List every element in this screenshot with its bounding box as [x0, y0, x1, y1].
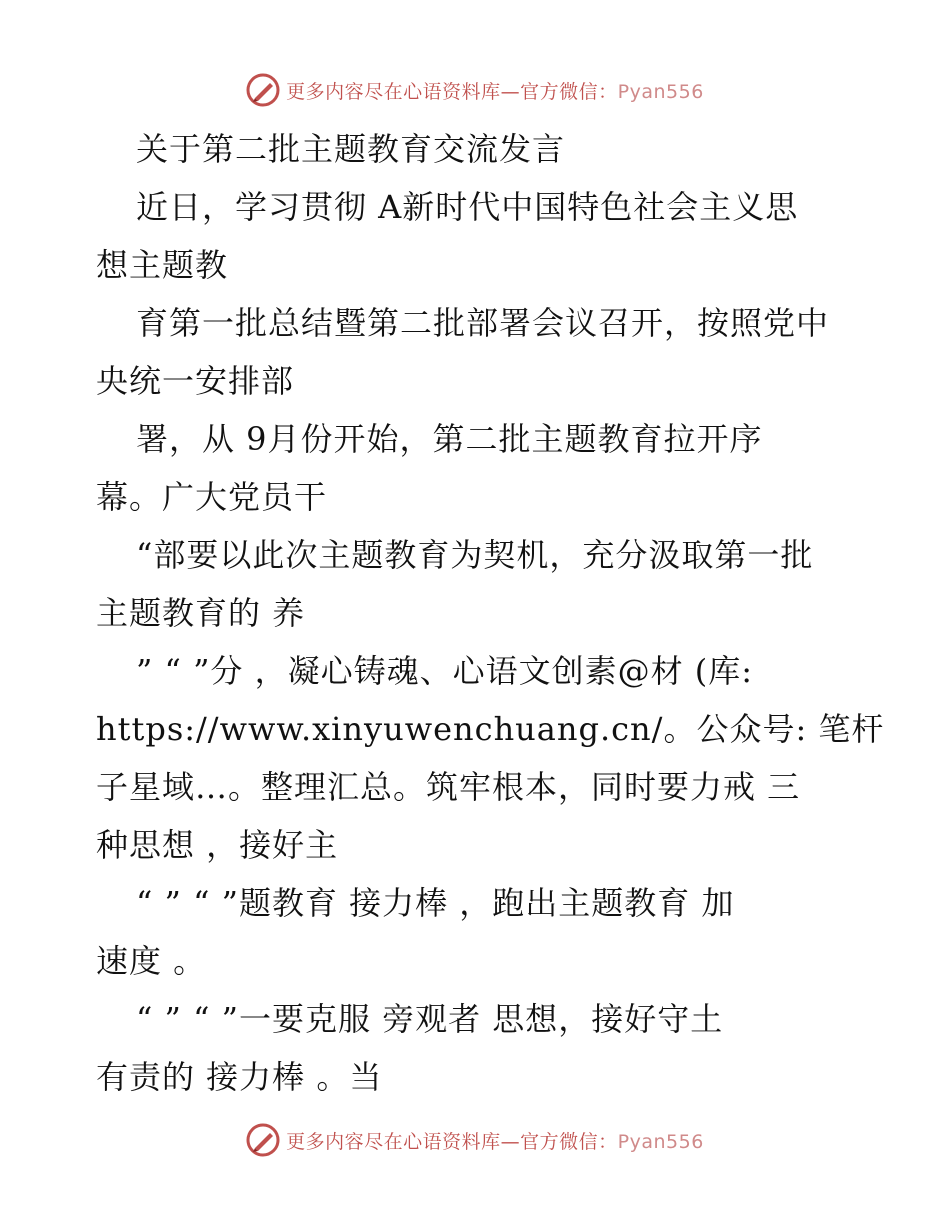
paragraph-line: 想主题教: [96, 246, 229, 284]
paragraph-line: 速度 。: [96, 942, 207, 980]
document-title: 关于第二批主题教育交流发言: [136, 130, 566, 168]
footer-watermark-banner: [0, 1120, 950, 1160]
paragraph-line: 近日，学习贯彻 A新时代中国特色社会主义思: [136, 188, 799, 226]
paragraph-line: 署，从 9月份开始，第二批主题教育拉开序: [136, 420, 763, 458]
wechat-id: Pyan556: [617, 1130, 704, 1153]
paragraph-line: 子星域…。整理汇总。筑牢根本，同时要力戒 三: [96, 768, 801, 806]
paragraph-line: 种思想 ，接好主: [96, 826, 339, 864]
document-body: [96, 120, 885, 1106]
paragraph-line: 主题教育的 养: [96, 594, 306, 632]
banner-text: 更多内容尽在心语资料库—官方微信：Pyan556: [286, 1130, 704, 1153]
paragraph-line: 央统一安排部: [96, 362, 295, 400]
paragraph-line: “部要以此次主题教育为契机，充分汲取第一批: [136, 536, 814, 574]
paragraph-line: 幕。广大党员干: [96, 478, 328, 516]
pen-logo-icon: [246, 73, 280, 107]
banner-text: 更多内容尽在心语资料库—官方微信：Pyan556: [286, 80, 704, 103]
paragraph-line: ” “ ”分 ，凝心铸魂、心语文创素@材 (库:: [136, 652, 754, 690]
wechat-id: Pyan556: [617, 80, 704, 103]
header-watermark-banner: [0, 70, 950, 110]
paragraph-line: 有责的 接力棒 。当: [96, 1058, 383, 1096]
paragraph-line: “ ” “ ”题教育 接力棒 ，跑出主题教育 加: [136, 884, 735, 922]
pen-logo-icon: [246, 1123, 280, 1157]
paragraph-line: 育第一批总结暨第二批部署会议召开，按照党中: [136, 304, 830, 342]
paragraph-line: https://www.xinyuwenchuang.cn/。公众号: 笔杆: [96, 710, 885, 748]
paragraph-line: “ ” “ ”一要克服 旁观者 思想，接好守土: [136, 1000, 724, 1038]
